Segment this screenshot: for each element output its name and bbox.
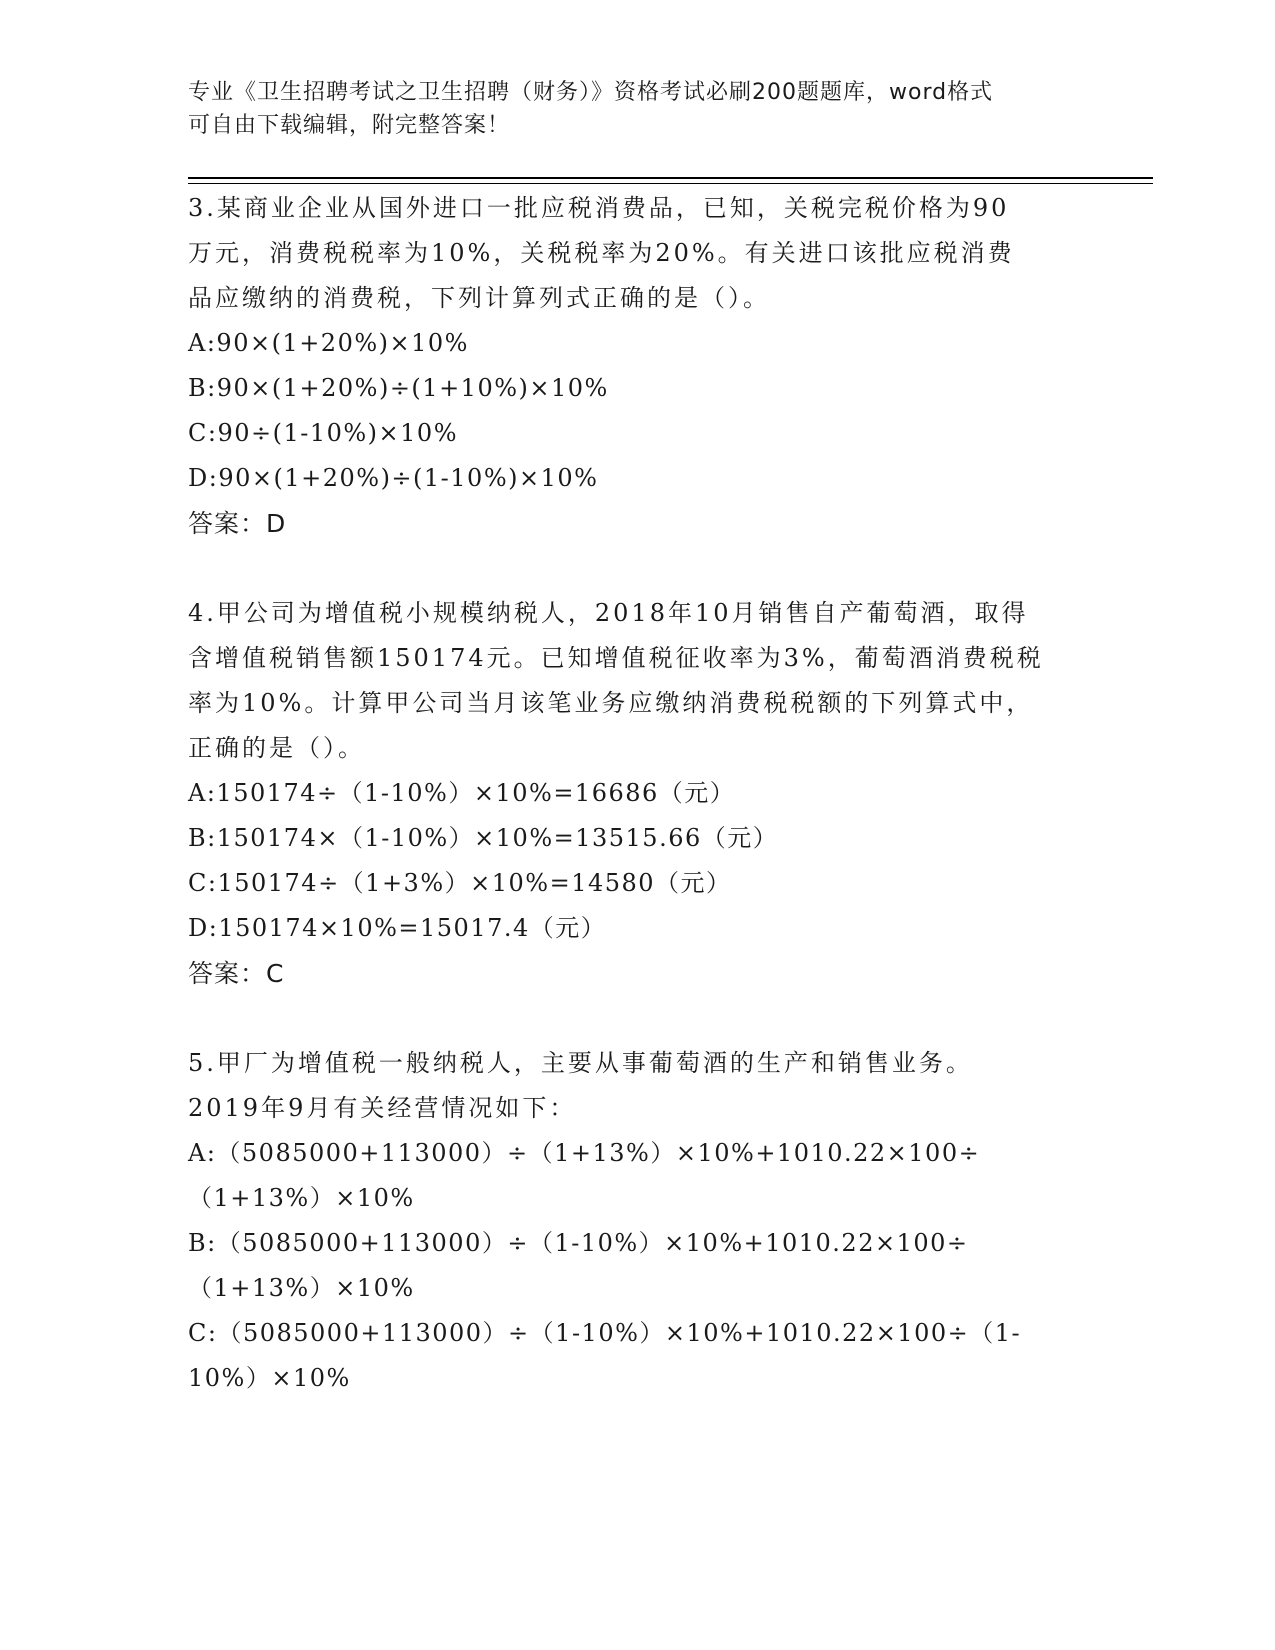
header-line-2: 可自由下载编辑，附完整答案！ <box>188 113 511 138</box>
stem-line: 正确的是（）。 <box>188 734 365 762</box>
option-a: A:90×(1+20%)×10% <box>188 329 469 357</box>
header-divider-thin <box>188 183 1153 184</box>
stem-line: 2019年9月有关经营情况如下： <box>188 1094 577 1122</box>
question-5 <box>188 1041 1088 1401</box>
spacer <box>188 546 1088 591</box>
option-c: C:90÷(1-10%)×10% <box>188 419 458 447</box>
document-header <box>188 76 1088 142</box>
option-b: B:90×(1+20%)÷(1+10%)×10% <box>188 374 609 402</box>
stem-line: 5.甲厂为增值税一般纳税人，主要从事葡萄酒的生产和销售业务。 <box>188 1049 973 1077</box>
option-a: A:（5085000+113000）÷（1+13%）×10%+1010.22×100÷（1+13%）×10% <box>188 1139 981 1212</box>
stem-line: 3.某商业企业从国外进口一批应税消费品，已知，关税完税价格为90 <box>188 194 1010 222</box>
question-list <box>188 186 1088 1401</box>
header-line-1: 专业《卫生招聘考试之卫生招聘（财务）》资格考试必刷200题题库，word格式 <box>188 80 994 105</box>
stem-line: 万元，消费税税率为10%，关税税率为20%。有关进口该批应税消费 <box>188 239 1015 267</box>
question-3 <box>188 186 1088 546</box>
option-d: D:90×(1+20%)÷(1-10%)×10% <box>188 464 599 492</box>
answer-line: 答案：D <box>188 509 287 538</box>
stem-line: 品应缴纳的消费税，下列计算列式正确的是（）。 <box>188 284 770 312</box>
question-stem <box>188 591 1088 771</box>
option-a: A:150174÷（1-10%）×10%=16686（元） <box>188 779 736 807</box>
option-b: B:150174×（1-10%）×10%=13515.66（元） <box>188 824 779 852</box>
stem-line: 率为10%。计算甲公司当月该笔业务应缴纳消费税税额的下列算式中， <box>188 689 1034 717</box>
answer-line: 答案：C <box>188 959 285 988</box>
stem-line: 含增值税销售额150174元。已知增值税征收率为3%，葡萄酒消费税税 <box>188 644 1044 672</box>
question-stem <box>188 186 1088 321</box>
header-divider-thick <box>188 177 1153 179</box>
option-d: D:150174×10%=15017.4（元） <box>188 914 607 942</box>
spacer <box>188 996 1088 1041</box>
option-c: C:150174÷（1+3%）×10%=14580（元） <box>188 869 732 897</box>
option-c: C:（5085000+113000）÷（1-10%）×10%+1010.22×100÷（1-10%）×10% <box>188 1319 1022 1392</box>
option-b: B:（5085000+113000）÷（1-10%）×10%+1010.22×100÷（1+13%）×10% <box>188 1229 969 1302</box>
question-4 <box>188 591 1088 996</box>
stem-line: 4.甲公司为增值税小规模纳税人，2018年10月销售自产葡萄酒，取得 <box>188 599 1029 627</box>
question-stem <box>188 1041 1088 1131</box>
